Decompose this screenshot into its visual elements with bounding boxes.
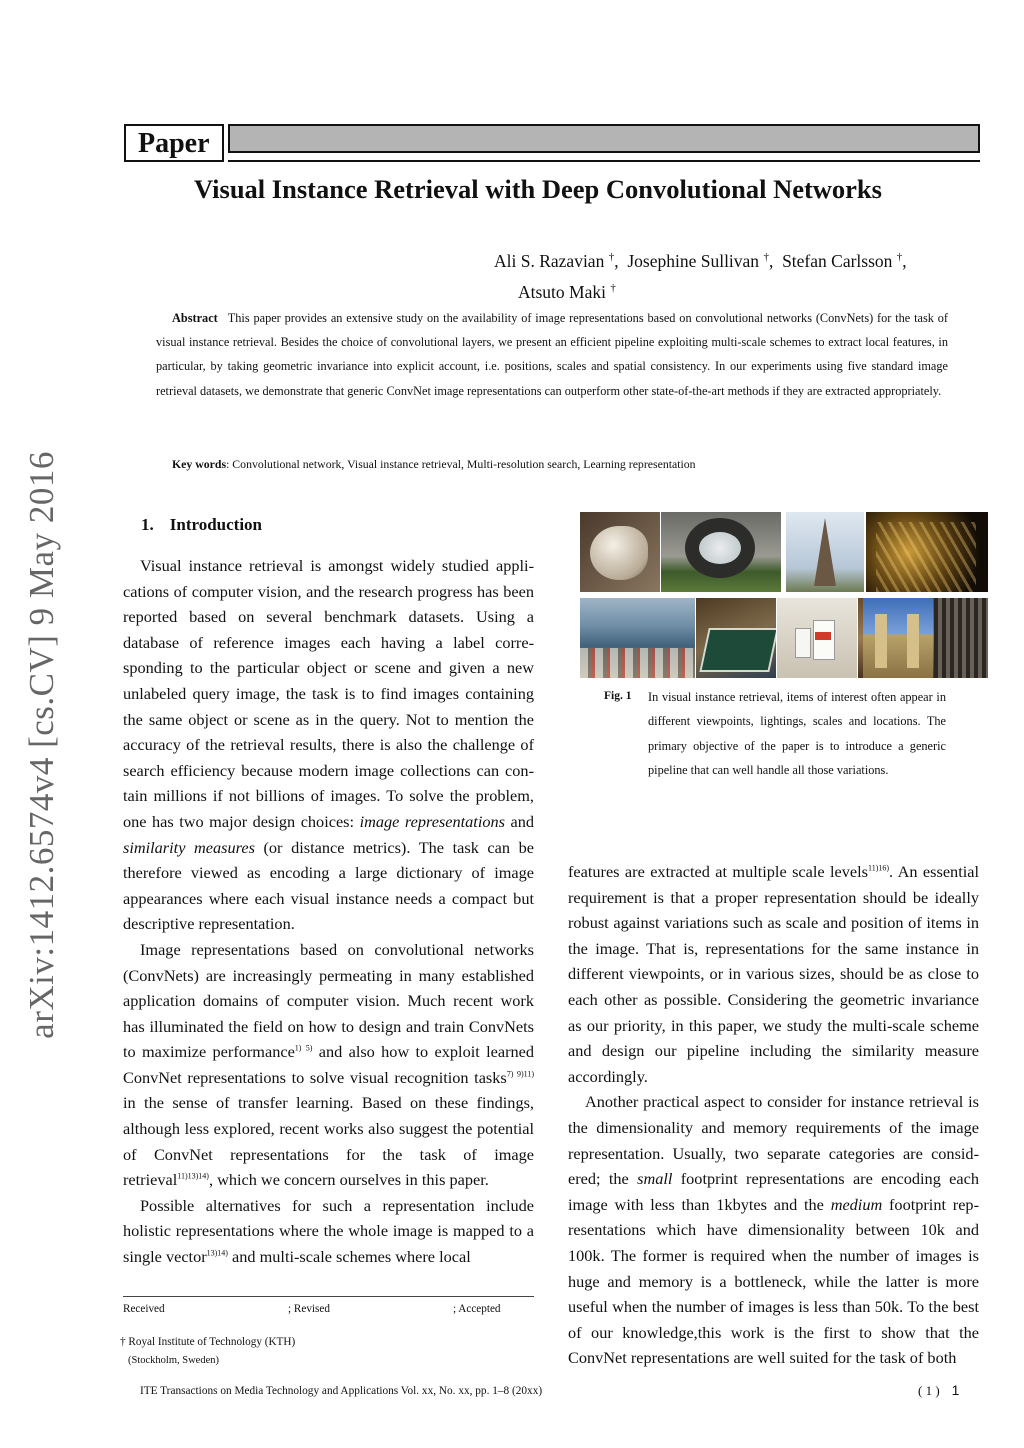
arxiv-stamp-text: arXiv:1412.6574v4 [cs.CV] 9 May 2016: [22, 451, 61, 1039]
author-name: Josephine Sullivan: [627, 250, 760, 271]
author-name: Stefan Carlsson: [782, 250, 893, 271]
sculpture-arch-photo: [661, 512, 781, 592]
text-run: footprint representations are encoding each image with less than 1kbytes and the: [568, 1169, 979, 1214]
table-photo: [696, 598, 776, 678]
page-number: [918, 1382, 959, 1399]
author-separator: ,: [614, 250, 619, 271]
citation: 13)14): [206, 1248, 228, 1258]
abstract-label: Abstract: [172, 311, 218, 325]
cathedral-photo: [863, 598, 933, 678]
abstract-text: This paper provides an extensive study on the availability of image representations based on convolutional networks (ConvNets) for the task of visual instance retrieval. Besides the choice of convolutional layers, we present an efficient pipeline exploiting multi-scale schemes to extract local features, in particular, by taking geometric invariance into explicit account, i.e. positions, scales and spatial consistency. In our experiments using five standard image retrieval datasets, we demonstrate that generic ConvNet image representations can outperform other state-of-the-art methods if they are extracted appropriately.: [156, 311, 948, 398]
header-bar: [228, 124, 980, 153]
text-run: footprint representations which have dimensionality between 10k and 100k. The former is required when the number of images is huge and memory is a bottleneck, while the latter is more useful when the number of images is less than 50k. To the best of our knowledge,this work is the first to show that the ConvNet representations are well suited for the task of both: [568, 1194, 979, 1368]
text-run: and: [510, 811, 534, 831]
page-number-plain: 1: [951, 1382, 960, 1398]
section-title: Introduction: [169, 515, 263, 534]
citation: 11)16): [868, 863, 890, 873]
paper-title: Visual Instance Retrieval with Deep Convolutional Networks: [193, 174, 882, 204]
text-run: in the sense of transfer learning. Based on these findings, although less explored, recent works also suggest the potential of ConvNet representations for the task of image retrieval: [123, 1093, 534, 1190]
pill-bottles-photo: [777, 598, 857, 678]
affiliation: † Royal Institute of Technology (KTH): [120, 1336, 296, 1348]
revised-date: ; Revised: [288, 1303, 330, 1315]
author-line-1: [494, 244, 964, 275]
header-rule: [228, 160, 980, 162]
author-list: [494, 244, 964, 306]
paragraph: [568, 1089, 979, 1371]
text-run: and multi-scale schemes where local: [232, 1247, 471, 1267]
paragraph: [123, 1193, 534, 1270]
sculpture-photo: [580, 512, 660, 592]
affiliation-location: (Stockholm, Sweden): [128, 1355, 219, 1366]
keywords-label: Key words: [172, 457, 227, 471]
citation: 7) 9)11): [506, 1069, 534, 1079]
paragraph: [123, 553, 534, 937]
body-column-right: [568, 859, 979, 1371]
figure-caption: In visual instance retrieval, items of interest often appear in different viewpoints, lightings, scales and locations. The primary objective of the paper is to introduce a generic pipeline that can well handle all those variations.: [648, 690, 946, 777]
abstract: [156, 306, 948, 403]
text-run: Another practical aspect to consider for instance retrieval is the dimensionality and memory requirements of the image representation. Usually, two separate categories are considered; the: [568, 1092, 979, 1189]
keywords: [172, 457, 696, 472]
text-run: Image representations based on convolutional networks (ConvNets) are increasingly permeating in many established application domains of computer vision. Much recent work has illuminated the field on how to design and train ConvNets to maximize performance: [123, 939, 534, 1062]
citation: 11)13)14): [177, 1171, 209, 1181]
journal-citation: ITE Transactions on Media Technology and Applications Vol. xx, No. xx, pp. 1–8 (20xx): [140, 1385, 543, 1397]
text-run: . An essential requirement is that a proper representation should be ideally robust against variations such as scale and position of items in the image. That is, representations for the same instance in different viewpoints, or in various sizes, should be as close to each other as possible. Considering the geometric invariance as our priority, in this paper, we study the multi-scale scheme and design our pipeline including the similarity measure accordingly.: [568, 862, 979, 1086]
keywords-text: : Convolutional network, Visual instance retrieval, Multi-resolution search, Learning representation: [226, 457, 696, 471]
affiliation-mark: †: [608, 251, 615, 263]
author-separator: ,: [902, 250, 907, 271]
affiliation-mark: †: [763, 251, 769, 263]
text-run: (or distance metrics). The task can be therefore viewed as encoding a large dictionary of image appearances where each visual instance needs a compact but descriptive representation.: [123, 837, 534, 934]
paragraph: [568, 859, 979, 1089]
author-name: Atsuto Maki: [518, 281, 606, 302]
emphasis: similarity measures: [123, 837, 255, 857]
affiliation-mark: †: [610, 281, 616, 294]
body-column-left: [123, 553, 534, 1270]
figure-label: Fig. 1: [604, 690, 632, 702]
harbor-photo: [580, 598, 695, 678]
section-heading: [141, 515, 262, 535]
section-tag: Paper: [124, 124, 224, 162]
eiffel-tower-day-photo: [786, 512, 864, 592]
emphasis: small: [637, 1169, 673, 1189]
author-name: Ali S. Razavian: [494, 250, 605, 271]
paragraph: [123, 937, 534, 1193]
text-run: and also how to exploit learned ConvNet representations to solve visual recognition tasks: [123, 1042, 534, 1087]
author-separator: ,: [768, 250, 774, 271]
affiliation-mark: †: [896, 251, 903, 263]
eiffel-tower-night-photo: [866, 512, 988, 592]
text-run: , which we concern ourselves in this paper.: [208, 1170, 489, 1190]
text-run: Visual instance retrieval is amongst widely studied applications of computer vision, and the research progress has been reported based on several benchmark datasets. Using a database of reference images each having a label corresponding to the particular object or scene and given a new unlabeled query image, the task is to find images containing the same object or scene as in the query. Not to mention the accuracy of the retrieval results, there is also the challenge of search efficiency because modern image collections can contain millions if not billions of images. To solve the problem, one has two major design choices:: [123, 556, 534, 831]
text-run: features are extracted at multiple scale levels: [568, 862, 869, 881]
page-number-paren: ( 1 ): [918, 1383, 940, 1398]
received-date: Received: [123, 1303, 165, 1315]
citation: 1) 5): [294, 1043, 313, 1053]
author-line-2: [494, 275, 964, 306]
footnote-rule: [123, 1296, 534, 1297]
emphasis: medium: [830, 1194, 883, 1214]
emphasis: image representations: [359, 811, 505, 831]
section-number: 1.: [141, 515, 154, 534]
gate-photo: [934, 598, 988, 678]
accepted-date: ; Accepted: [453, 1303, 501, 1315]
text-run: Possible alternatives for such a representation include holistic representations where the whole image is mapped to a single vector: [123, 1195, 534, 1267]
figure-image-grid: [580, 512, 988, 678]
